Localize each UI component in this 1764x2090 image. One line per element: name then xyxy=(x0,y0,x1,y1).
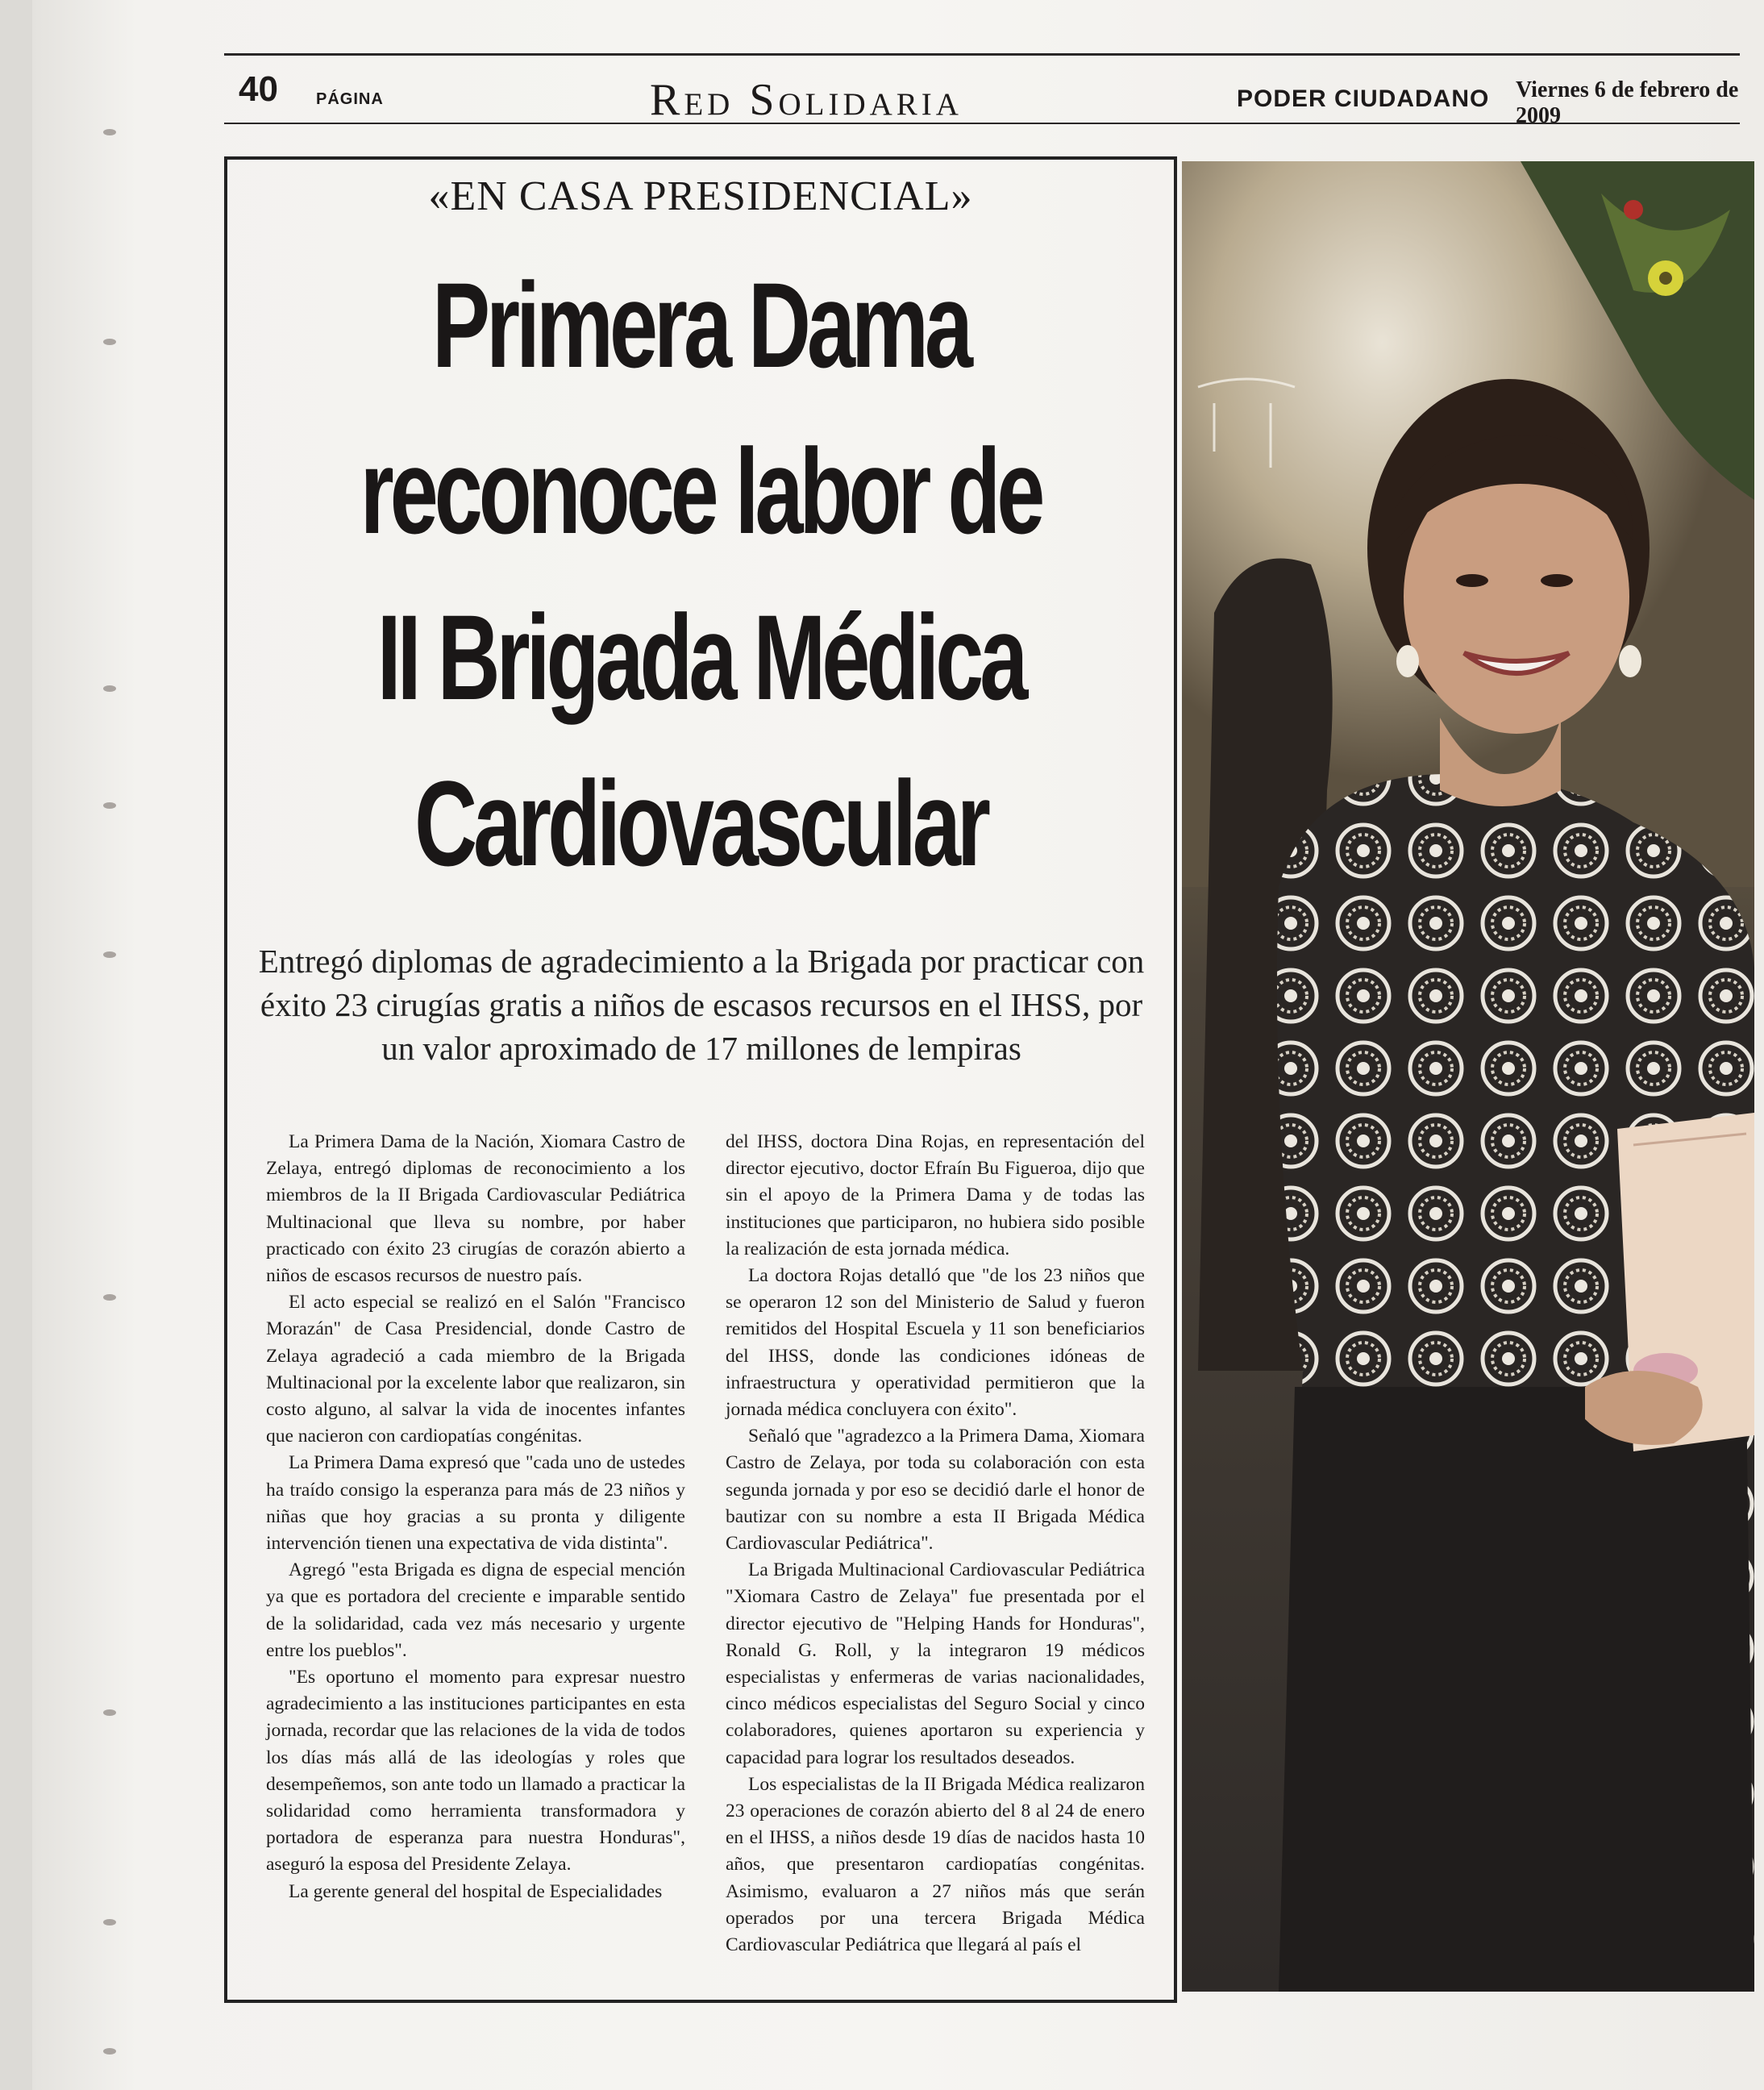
headline-line: Cardiovascular xyxy=(414,756,987,891)
paragraph: Señaló que "agradezco a la Primera Dama, Xiomara Castro de Zelaya, por toda su colaboración con esta segunda jornada y por eso se decidió darle el honor de bautizar con su nombre a esta II Brigada Médica Cardiovascular Pediátrica". xyxy=(726,1426,1145,1555)
page-label: PÁGINA xyxy=(316,90,384,108)
binder-hole-mark xyxy=(103,802,116,809)
header-bottom-rule xyxy=(224,123,1740,124)
paragraph: El acto especial se realizó en el Salón "Francisco Morazán" de Casa Presidencial, donde Castro de Zelaya agradeció a cada miembro de la Brigada Multinacional por la excelente labor que realizaron, sin costo alguno, al salvar la vida de inocentes infantes que nacieron con cardiopatías congénitas. xyxy=(266,1292,685,1447)
page-number: 40 xyxy=(239,69,278,109)
binder-hole-mark xyxy=(103,951,116,958)
issue-date: Viernes 6 de febrero de 2009 xyxy=(1516,77,1739,128)
paragraph: "Es oportuno el momento para expresar nuestro agradecimiento a las instituciones participantes en esta jornada, recordar que las relaciones de la vida de todos los días más allá de las ideologías y roles que desempeñemos, son ante todo un llamado a practicar la solidaridad como herramienta transformadora y portadora de esperanza para nuestra Honduras", aseguró la esposa del Presidente Zelaya. xyxy=(266,1667,685,1876)
binder-hole-mark xyxy=(103,685,116,692)
paragraph: La Primera Dama expresó que "cada uno de ustedes ha traído consigo la esperanza para más de 23 niños y niñas que hoy gracias a su pronta y diligente intervención tienen una expectativa de vida distinta". xyxy=(266,1452,685,1555)
article-deck: Entregó diplomas de agradecimiento a la Brigada por practicar con éxito 23 cirugías gratis a niños de escasos recursos en el IHSS, por un valor aproximado de 17 millones de lempiras xyxy=(258,943,1145,1067)
binder-hole-mark xyxy=(103,1919,116,1926)
first-lady-photo xyxy=(1182,161,1754,1992)
headline-line: reconoce labor de xyxy=(360,423,1042,559)
header-top-rule xyxy=(224,53,1740,56)
binder-hole-mark xyxy=(103,1709,116,1716)
section-title: Red Solidaria xyxy=(650,75,963,125)
paragraph: La gerente general del hospital de Especialidades xyxy=(289,1880,663,1902)
paragraph: Los especialistas de la II Brigada Médica realizaron 23 operaciones de corazón abierto del 8 al 24 de enero en el IHSS, a niños desde 19 días de nacidos hasta 10 años, que presentaron cardiopatías congénitas. Asimismo, evaluaron a 27 niños más que serán operados por una tercera Brigada Médica Cardiovascular Pediátrica que llegará al país el xyxy=(726,1773,1145,1956)
paragraph: del IHSS, doctora Dina Rojas, en representación del director ejecutivo, doctor Efraín Bu Figueroa, dijo que sin el apoyo de la Primera Dama y de todas las instituciones que participaron, no hubiera sido posible la realización de esta jornada médica. xyxy=(726,1131,1145,1259)
article-kicker: «EN CASA PRESIDENCIAL» xyxy=(428,173,973,219)
article-column-2 xyxy=(726,1129,1145,1959)
paragraph: La Brigada Multinacional Cardiovascular Pediátrica "Xiomara Castro de Zelaya" fue presentada por el director ejecutivo de "Helping Hands for Honduras", Ronald G. Roll, y la integraron 19 médicos especialistas y enfermeras de varias nacionalidades, cinco médicos especialistas del Seguro Social y cinco colaboradores, quienes aportaron su experiencia y capacidad para lograr los resultados deseados. xyxy=(726,1559,1145,1768)
paragraph: La Primera Dama de la Nación, Xiomara Castro de Zelaya, entregó diplomas de reconocimiento a los miembros de la II Brigada Cardiovascular Pediátrica Multinacional que lleva su nombre, por haber practicado con éxito 23 cirugías de corazón abierto a niños de escasos recursos de nuestro país. xyxy=(266,1131,685,1287)
binder-hole-mark xyxy=(103,1294,116,1301)
paragraph: La doctora Rojas detalló que "de los 23 niños que se operaron 12 son del Ministerio de Salud y fueron remitidos del Hospital Escuela y 11 son beneficiarios del IHSS, donde las condiciones idóneas de infraestructura y operatividad permitieron que la jornada médica concluyera con éxito". xyxy=(726,1265,1145,1421)
article-column-1 xyxy=(266,1129,685,1905)
article-headline xyxy=(357,242,1043,906)
headline-line: II Brigada Médica xyxy=(377,589,1025,725)
photo-illustration xyxy=(1182,161,1754,1992)
paragraph: Agregó "esta Brigada es digna de especial mención ya que es portadora del creciente e imparable sentido de la solidaridad, cada vez más necesario y urgente entre los pueblos". xyxy=(266,1559,685,1661)
binder-hole-mark xyxy=(103,2048,116,2055)
headline-line: Primera Dama xyxy=(432,257,969,393)
publication-name: PODER CIUDADANO xyxy=(1237,85,1490,112)
binder-hole-mark xyxy=(103,129,116,135)
binder-hole-mark xyxy=(103,339,116,345)
